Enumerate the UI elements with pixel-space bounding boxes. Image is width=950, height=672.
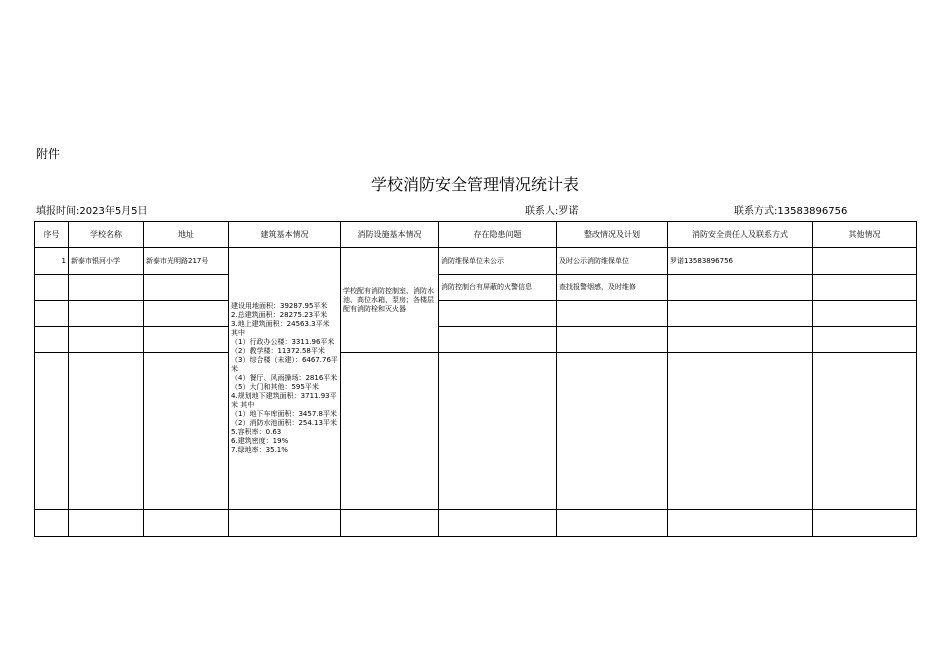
cell-hazard [439, 510, 557, 537]
col-header-address: 地址 [144, 222, 229, 248]
cell-other [813, 275, 917, 301]
table-row [35, 248, 917, 275]
cell-rectification [557, 353, 668, 510]
cell-responsible [668, 275, 813, 301]
fill-time: 填报时间:2023年5月5日 [36, 206, 148, 217]
page-title: 学校消防安全管理情况统计表 [370, 175, 579, 194]
cell-index [35, 301, 69, 327]
cell-address: 新泰市光明路217号 [144, 248, 229, 275]
cell-rectification: 及时公示消防维保单位 [557, 248, 668, 275]
header-row [35, 222, 917, 248]
cell-other [813, 353, 917, 510]
cell-index: 1 [35, 248, 69, 275]
cell-rectification [557, 301, 668, 327]
table-row [35, 510, 917, 537]
cell-hazard [439, 301, 557, 327]
cell-school [69, 510, 144, 537]
col-header-responsible: 消防安全责任人及联系方式 [668, 222, 813, 248]
cell-school [69, 275, 144, 301]
col-header-rectification: 整改情况及计划 [557, 222, 668, 248]
cell-address [144, 301, 229, 327]
col-header-hazard: 存在隐患问题 [439, 222, 557, 248]
cell-other [813, 301, 917, 327]
col-header-building: 建筑基本情况 [229, 222, 341, 248]
cell-hazard: 消防控制台有屏蔽的火警信息 [439, 275, 557, 301]
cell-address [144, 275, 229, 301]
cell-hazard [439, 327, 557, 353]
cell-responsible [668, 510, 813, 537]
cell-building: 建设用地面积：39287.95平米 2.总建筑面积：28275.23平米 3.地上建筑面积：24563.3平米 其中 （1）行政办公楼：3311.96平米 （2）教学楼：11372.58平米 （3）综合楼（未建）：6467.76平米 （4）餐厅、风雨操场：2816平米 （5）大门和其他：595平米 4.规划地下建筑面积：3711.93平米 其中 （1）地下车库面积：3457.8平米 （2）消防水池面积：254.13平米 5.容积率：0.63 6.建筑密度：19% 7.绿地率：35.1% [229, 248, 341, 510]
table-row [35, 275, 917, 301]
fire-safety-table [34, 221, 917, 537]
attachment-label: 附件 [36, 147, 61, 161]
cell-responsible [668, 353, 813, 510]
cell-school [69, 327, 144, 353]
cell-rectification: 查找报警烟感，及时维修 [557, 275, 668, 301]
contact-method: 联系方式:13583896756 [734, 206, 848, 217]
cell-school [69, 353, 144, 510]
table-row [35, 353, 917, 510]
cell-facility: 学校配有消防控制室、消防水池、高位水箱、泵房；各楼层配有消防栓和灭火器 [341, 248, 439, 353]
cell-address [144, 353, 229, 510]
cell-index [35, 327, 69, 353]
cell-index [35, 510, 69, 537]
col-header-facility: 消防设施基本情况 [341, 222, 439, 248]
cell-facility [341, 510, 439, 537]
cell-other [813, 327, 917, 353]
cell-address [144, 510, 229, 537]
cell-hazard [439, 353, 557, 510]
cell-index [35, 353, 69, 510]
cell-other [813, 510, 917, 537]
cell-other [813, 248, 917, 275]
cell-responsible: 罗诺13583896756 [668, 248, 813, 275]
table-row [35, 301, 917, 327]
cell-rectification [557, 510, 668, 537]
col-header-school: 学校名称 [69, 222, 144, 248]
cell-building [229, 510, 341, 537]
cell-index [35, 275, 69, 301]
cell-rectification [557, 327, 668, 353]
contact-person: 联系人:罗诺 [525, 206, 579, 217]
col-header-other: 其他情况 [813, 222, 917, 248]
cell-school: 新泰市银河小学 [69, 248, 144, 275]
table-row [35, 327, 917, 353]
cell-responsible [668, 301, 813, 327]
cell-responsible [668, 327, 813, 353]
cell-address [144, 327, 229, 353]
col-header-index: 序号 [35, 222, 69, 248]
cell-hazard: 消防维保单位未公示 [439, 248, 557, 275]
cell-school [69, 301, 144, 327]
cell-facility [341, 353, 439, 510]
